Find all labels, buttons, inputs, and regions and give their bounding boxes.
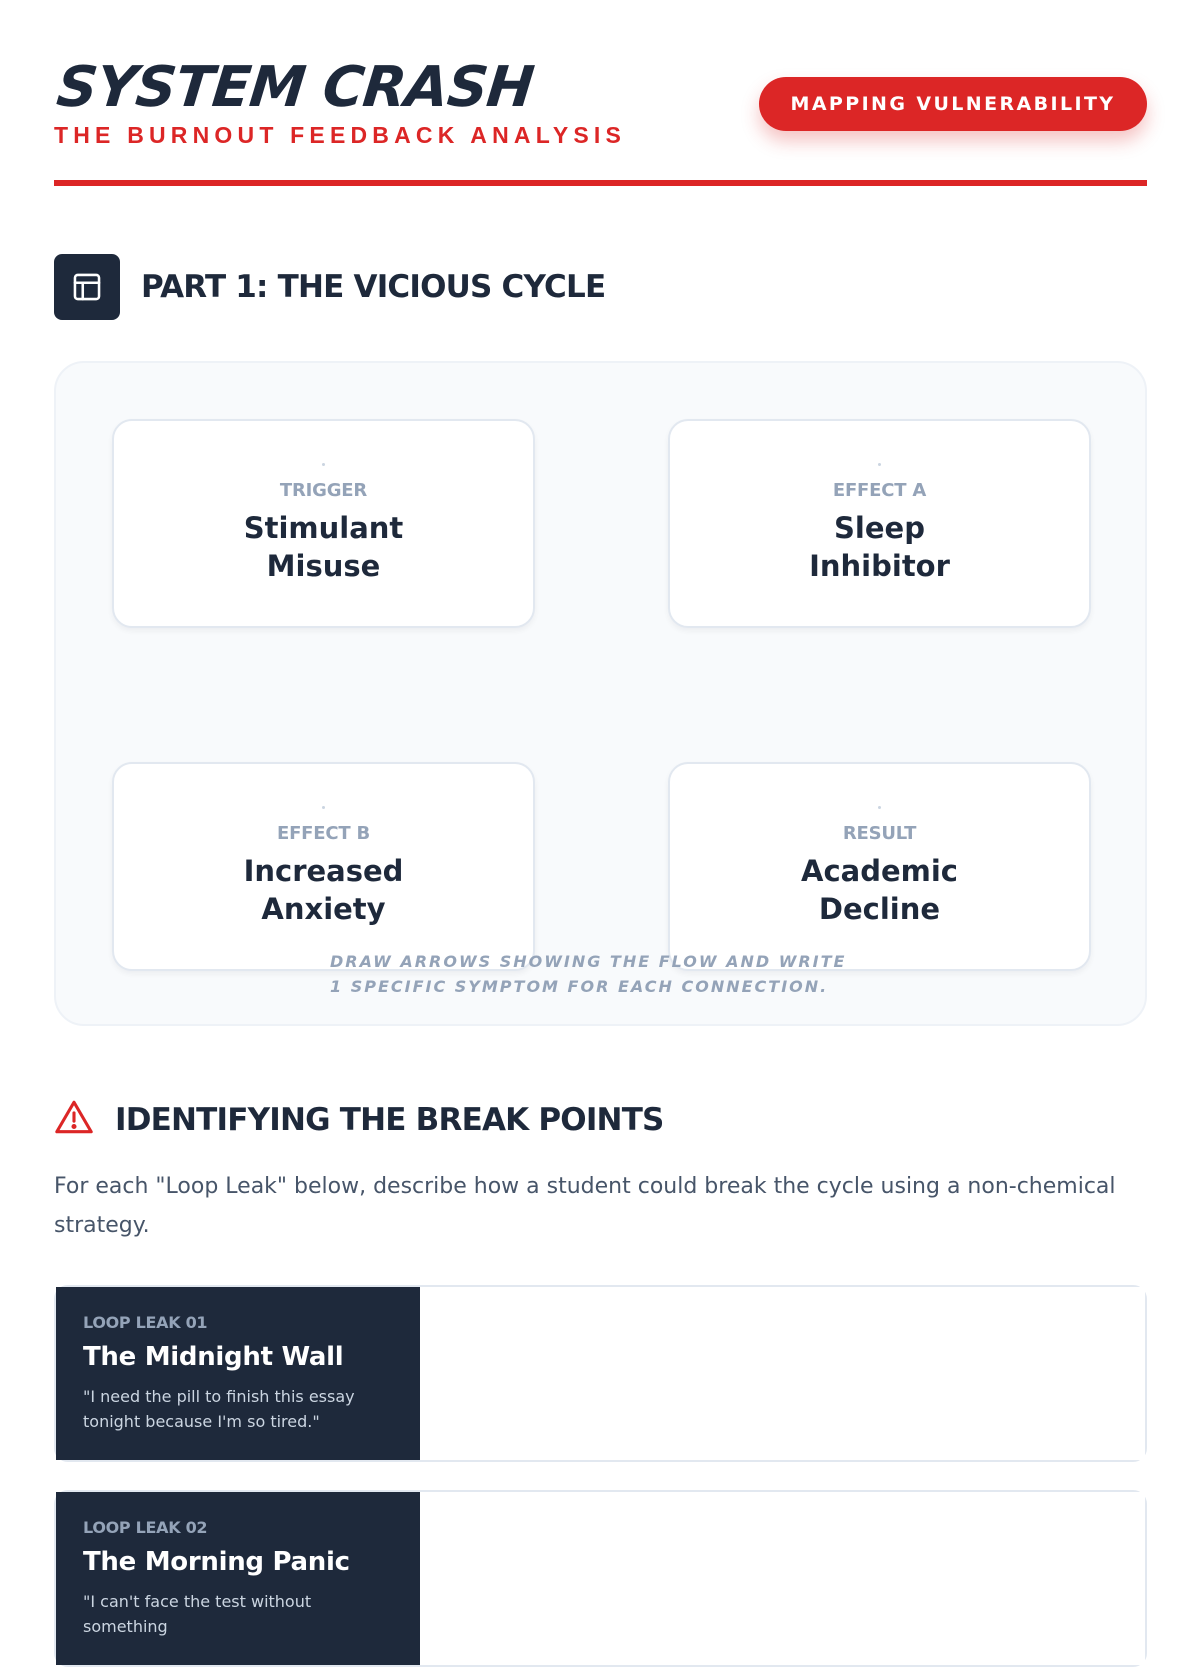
- card-title: Increased Anxiety: [243, 853, 404, 926]
- page-header: [53, 55, 1147, 188]
- break-points-title: IDENTIFYING THE BREAK POINTS: [115, 1101, 664, 1138]
- card-kicker: EFFECT B: [276, 822, 371, 844]
- loop-leak-label-panel: [56, 1492, 420, 1665]
- break-points-heading: [54, 1099, 664, 1140]
- loop-leak-card: [54, 1490, 1147, 1667]
- cycle-card-effect-a: [668, 419, 1091, 628]
- loop-leak-answer-area[interactable]: [420, 1287, 1145, 1460]
- card-kicker: RESULT: [842, 822, 917, 844]
- vicious-cycle-panel: [54, 361, 1147, 1026]
- loop-leak-title: The Midnight Wall: [83, 1342, 344, 1372]
- card-kicker: EFFECT A: [832, 479, 927, 501]
- card-dot: [878, 806, 881, 809]
- status-badge: MAPPING VULNERABILITY: [759, 77, 1147, 131]
- cycle-card-trigger: [112, 419, 535, 628]
- page-title: SYSTEM CRASH: [53, 55, 537, 120]
- warning-icon: [54, 1099, 94, 1140]
- loop-leak-title: The Morning Panic: [83, 1547, 350, 1577]
- card-kicker: TRIGGER: [279, 479, 368, 501]
- loop-leak-answer-area[interactable]: [420, 1492, 1145, 1665]
- part1-heading: [54, 254, 605, 320]
- part1-title: PART 1: THE VICIOUS CYCLE: [141, 269, 606, 305]
- card-title: Academic Decline: [801, 853, 958, 926]
- layout-icon: [54, 254, 120, 320]
- cycle-card-result: [668, 762, 1091, 971]
- loop-leak-kicker: LOOP LEAK 02: [83, 1518, 208, 1537]
- card-dot: [322, 806, 325, 809]
- cycle-instructions: DRAW ARROWS SHOWING THE FLOW AND WRITE 1 SPECIFIC SYMPTOM FOR EACH CONNECTION.: [330, 952, 847, 996]
- card-dot: [878, 463, 881, 466]
- header-divider: [54, 180, 1147, 186]
- loop-leak-quote: "I need the pill to finish this essay tonight because I'm so tired.": [83, 1387, 355, 1431]
- break-points-intro: For each "Loop Leak" below, describe how a student could break the cycle using a non-chemical strategy.: [54, 1174, 1116, 1238]
- cycle-card-effect-b: [112, 762, 535, 971]
- card-title: Sleep Inhibitor: [809, 510, 950, 583]
- loop-leak-quote: "I can't face the test without something: [83, 1592, 312, 1636]
- page-subtitle: THE BURNOUT FEEDBACK ANALYSIS: [54, 122, 627, 148]
- card-dot: [322, 463, 325, 466]
- loop-leak-label-panel: [56, 1287, 420, 1460]
- card-title: Stimulant Misuse: [243, 510, 404, 583]
- loop-leak-kicker: LOOP LEAK 01: [83, 1313, 208, 1332]
- loop-leak-card: [54, 1285, 1147, 1462]
